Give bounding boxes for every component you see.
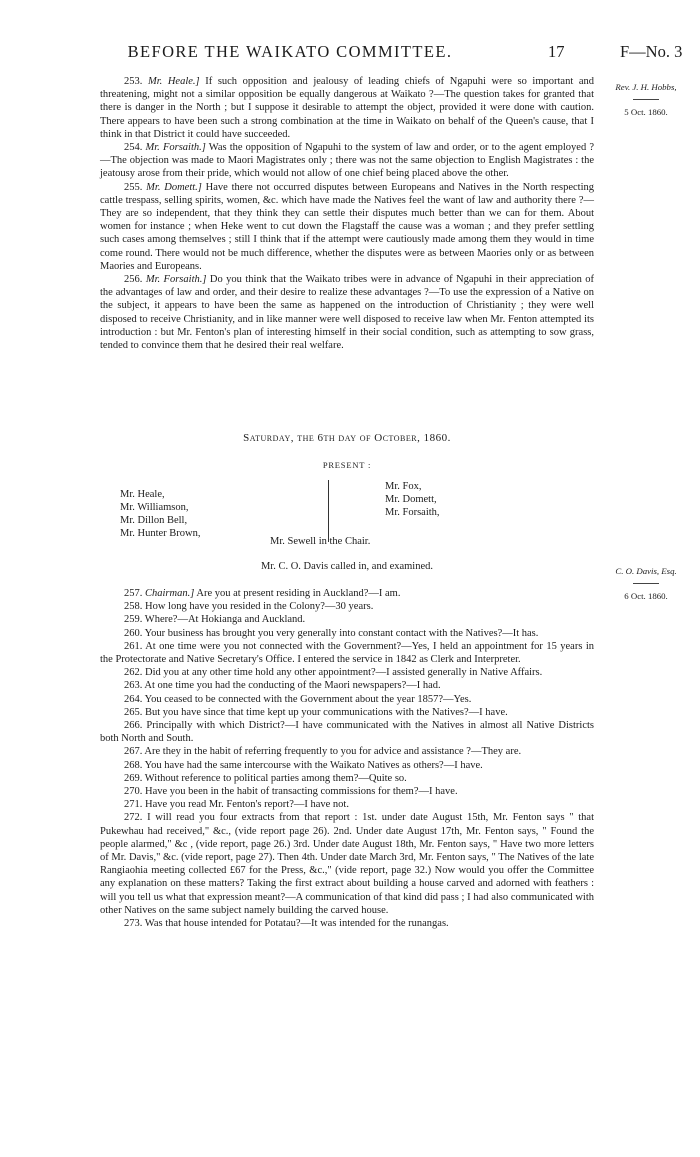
column-divider bbox=[328, 480, 329, 542]
member-name: Mr. Forsaith, bbox=[385, 507, 440, 518]
member-name: Mr. Williamson, bbox=[120, 502, 189, 513]
margin-note-witness-hobbs bbox=[598, 82, 694, 117]
margin-note-name: C. O. Davis, Esq. bbox=[615, 566, 677, 576]
second-sitting-evidence bbox=[100, 587, 594, 930]
question-paragraph: 273. Was that house intended for Potatau?—It was intended for the runangas. bbox=[124, 918, 449, 930]
member-name: Mr. Domett, bbox=[385, 494, 437, 505]
first-sitting-evidence bbox=[100, 75, 594, 352]
margin-note-rule bbox=[633, 583, 659, 584]
question-paragraph: 266. Principally with which District?—I have communicated with the Natives in almost all Native Districts both North and South. bbox=[100, 720, 594, 745]
member-name: Mr. Dillon Bell, bbox=[120, 515, 188, 526]
question-paragraph: 263. At one time you had the conducting of the Maori newspapers?—I had. bbox=[124, 680, 441, 692]
question-paragraph: 254. Mr. Forsaith.] Was the opposition of Ngapuhi to the system of law and order, or to the agent employed ?—The objection was made to Maori Magistrates only ; there was not the same objection to English Magistrates : the jeatousy arose from their pride, which would not allow of one chief being placed above the other. bbox=[100, 142, 594, 180]
member-name: Mr. Hunter Brown, bbox=[120, 528, 201, 539]
margin-note-rule bbox=[633, 99, 659, 100]
margin-note-date: 6 Oct. 1860. bbox=[624, 591, 668, 601]
members-left-column bbox=[120, 488, 201, 540]
present-label: PRESENT : bbox=[322, 460, 372, 470]
question-paragraph: 265. But you have since that time kept up your communications with the Natives?—I have. bbox=[124, 706, 508, 718]
question-paragraph: 272. I will read you four extracts from that report : 1st. under date August 15th, Mr. Fenton says " that Pukewhau had received," &c., (vide report page 26). 2nd. Under date August 17th, Mr. Fenton says, " Found the people alarmed," &c , (vide report, page 26.) 3rd. Under date August 18th, Mr. Fenton says, " Have two more letters of Mr. Davis," &c. (vide report, page 27). Then 4th. Under date March 3rd, Mr. Fenton says, " The Natives of the late Rangiaohia meeting collected £67 for the Press, &c.," (vide report, page 32.) Now would you offer the Committee any explanation on these matters? Taking the first extract about building a house carved and adorned with feathers : will you tell us what that expression meant?—A communication of that kind did pass ; I had also communicated with other Natives on the same subject namely building the carved house. bbox=[100, 812, 594, 916]
question-paragraph: 261. At one time were you not connected with the Government?—Yes, I held an appointment for 15 years in the Protectorate and Native Secretary's Office. I entered the service in 1842 as Clerk and Interpreter. bbox=[100, 640, 594, 666]
members-right-column bbox=[385, 480, 440, 519]
member-name: Mr. Fox, bbox=[385, 481, 422, 492]
question-paragraph: 257. Chairman.] Are you at present residing in Auckland?—I am. bbox=[124, 588, 401, 599]
page-number: 17 bbox=[548, 42, 565, 61]
question-paragraph: 259. Where?—At Hokianga and Auckland. bbox=[124, 614, 306, 626]
question-paragraph: 255. Mr. Domett.] Have there not occurred disputes between Europeans and Natives in the North respecting cattle trespass, selling spirits, women, &c. which have made the Natives feel the want of law and authority there ?—They are so independent, that they think they can settle their disputes much better than we can for them. About women for instance ; when Heke went to cut down the Flagstaff the cause was a woman ; and they prefer settling such cases among themselves ; still I think that if the attempt were cautiously made among them they would in time come round. There would not be much difference, whether the disputes were as between Maories only or as between Maories and Europeans. bbox=[100, 181, 595, 272]
question-paragraph: 258. How long have you resided in the Colony?—30 years. bbox=[124, 601, 374, 613]
sitting-heading: Saturday, the 6th day of October, 1860. bbox=[243, 432, 451, 444]
margin-note-witness-davis bbox=[598, 566, 694, 601]
member-name: Mr. Heale, bbox=[120, 489, 165, 500]
question-paragraph: 267. Are they in the habit of referring frequently to you for advice and assistance ?—They are. bbox=[124, 746, 522, 758]
question-paragraph: 270. Have you been in the habit of transacting commissions for them?—I have. bbox=[124, 786, 458, 798]
chair-line: Mr. Sewell in the Chair. bbox=[270, 536, 371, 547]
paper-number: F—No. 3 bbox=[620, 42, 683, 61]
question-paragraph: 260. Your business has brought you very generally into constant contact with the Natives?—It has. bbox=[124, 627, 539, 639]
margin-note-date: 5 Oct. 1860. bbox=[624, 107, 668, 117]
witness-line: Mr. C. O. Davis called in, and examined. bbox=[260, 561, 434, 572]
question-paragraph: 271. Have you read Mr. Fenton's report?—I have not. bbox=[124, 799, 349, 811]
question-paragraph: 269. Without reference to political parties among them?—Quite so. bbox=[124, 772, 407, 784]
members-present bbox=[120, 480, 540, 544]
question-paragraph: 264. You ceased to be connected with the Government about the year 1857?—Yes. bbox=[124, 693, 472, 705]
page-header bbox=[0, 0, 700, 70]
margin-note-name: Rev. J. H. Hobbs, bbox=[615, 82, 677, 92]
question-paragraph: 253. Mr. Heale.] If such opposition and jealousy of leading chiefs of Ngapuhi were so important and threatening, might not a similar opposition be equally dangerous at Waikato ?—The question takes for granted that there is danger in the North ; but I suppose it desirable to attempt the object, provided it were done with caution. There appears to have been such a strong combination at the time in Waikato on behalf of the Queen's cause, that I think in that District it could have succeeded. bbox=[100, 76, 594, 140]
question-paragraph: 268. You have had the same intercourse with the Waikato Natives as others?—I have. bbox=[124, 759, 483, 771]
running-title: BEFORE THE WAIKATO COMMITTEE. bbox=[127, 42, 453, 61]
question-paragraph: 256. Mr. Forsaith.] Do you think that the Waikato tribes were in advance of Ngapuhi in their appreciation of the advantages of law and order, and their desire to realize these advantages ?—To use the expression of a Native on the subject, it appears to have been the same as happened on the introduction of Christianity ; they were well disposed to receive Christianity, and in like manner were well disposed to receive law when Mr. Fenton attempted its introduction : but Mr. Fenton's plan of interesting himself in their social condition, such as attempting to sow grass, tended to convince them that he desired their real welfare. bbox=[100, 274, 595, 352]
question-paragraph: 262. Did you at any other time hold any other appointment?—I assisted generally in Native Affairs. bbox=[124, 667, 543, 679]
